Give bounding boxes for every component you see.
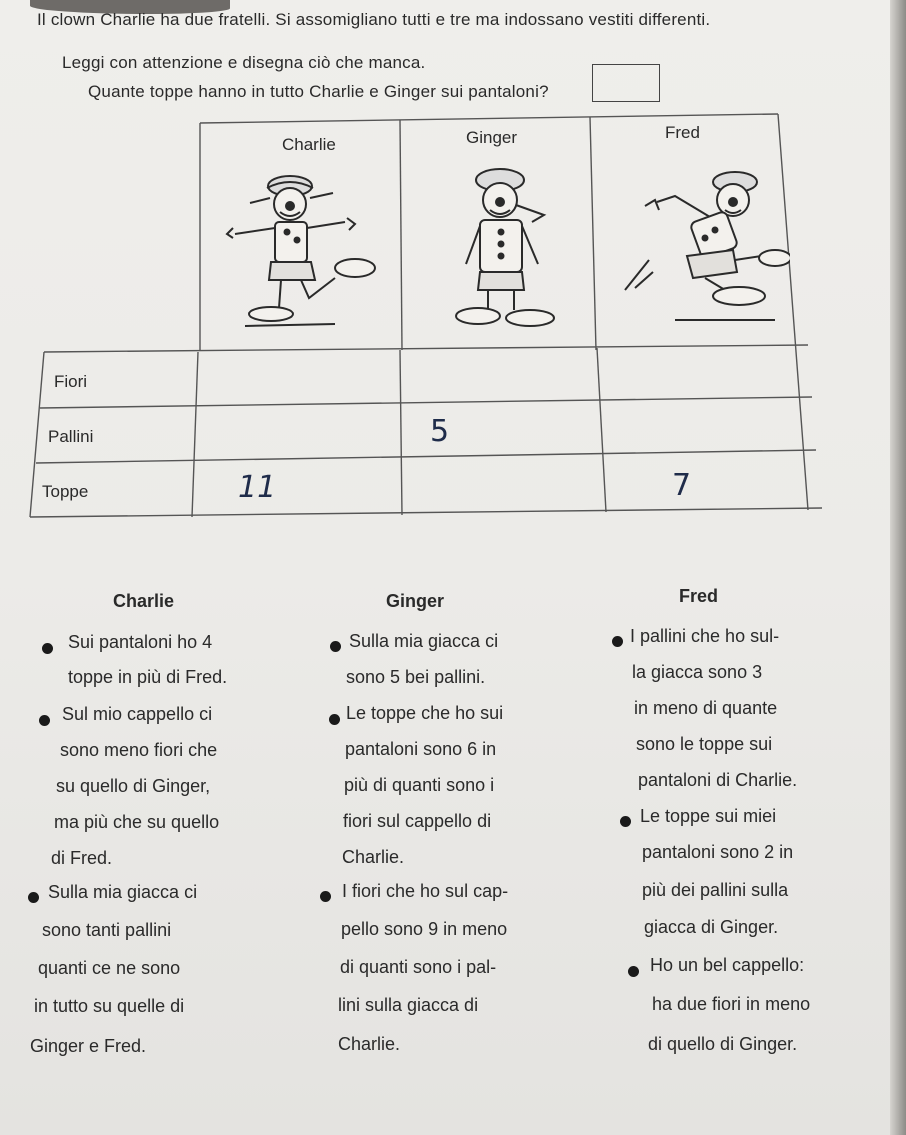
- answer-pallini-ginger: 5: [430, 414, 450, 449]
- clue-line: Ho un bel cappello:: [650, 955, 805, 975]
- answer-toppe-fred: 7: [672, 468, 692, 503]
- row-label-pallini: Pallini: [48, 427, 94, 446]
- clue-line: Ginger e Fred.: [30, 1036, 147, 1056]
- clue-line: pantaloni sono 6 in: [345, 739, 497, 759]
- clue-line: di quanti sono i pal-: [340, 957, 497, 977]
- question-line: Quante toppe hanno in tutto Charlie e Ginger sui pantaloni?: [88, 82, 549, 101]
- clue-line: più dei pallini sulla: [642, 880, 789, 900]
- clue-line: Charlie.: [338, 1034, 401, 1054]
- bullet: [42, 643, 53, 654]
- clue-line: Le toppe sui miei: [640, 806, 777, 826]
- clue-line: I fiori che ho sul cap-: [342, 881, 509, 901]
- clue-line: toppe in più di Fred.: [68, 667, 228, 687]
- clue-line: sono le toppe sui: [636, 734, 773, 754]
- answer-toppe-charlie: 11: [238, 470, 277, 505]
- intro-line-1: Il clown Charlie ha due fratelli. Si assomigliano tutti e tre ma indossano vestiti differenti.: [37, 10, 711, 29]
- header-charlie: Charlie: [282, 135, 336, 154]
- clue-line: Sul mio cappello ci: [62, 704, 213, 724]
- clown-charlie-drawing: [215, 168, 390, 340]
- clue-line: Charlie.: [342, 847, 405, 867]
- row-label-toppe: Toppe: [42, 482, 89, 501]
- clue-heading-charlie: Charlie: [113, 591, 175, 611]
- bullet: [39, 715, 50, 726]
- clue-line: lini sulla giacca di: [338, 995, 479, 1015]
- clue-line: in meno di quante: [634, 698, 778, 718]
- clue-line: su quello di Ginger,: [56, 776, 211, 796]
- clown-fred-drawing: [615, 160, 790, 335]
- clue-line: più di quanti sono i: [344, 775, 495, 795]
- row-label-fiori: Fiori: [54, 372, 88, 391]
- clue-line: giacca di Ginger.: [644, 917, 779, 937]
- clue-line: Sulla mia giacca ci: [349, 631, 499, 651]
- clue-line: I pallini che ho sul-: [630, 626, 780, 646]
- bullet: [330, 641, 341, 652]
- clue-line: in tutto su quelle di: [34, 996, 185, 1016]
- clue-line: di quello di Ginger.: [648, 1034, 798, 1054]
- clue-heading-ginger: Ginger: [386, 591, 445, 611]
- clue-line: ha due fiori in meno: [652, 994, 811, 1014]
- clue-line: ma più che su quello: [54, 812, 220, 832]
- clue-heading-fred: Fred: [679, 586, 719, 606]
- clue-line: sono tanti pallini: [42, 920, 172, 940]
- clue-line: la giacca sono 3: [632, 662, 763, 682]
- clue-line: Le toppe che ho sui: [346, 703, 504, 723]
- bullet: [28, 892, 39, 903]
- clue-line: sono 5 bei pallini.: [346, 667, 486, 687]
- clue-line: pantaloni sono 2 in: [642, 842, 794, 862]
- clue-line: fiori sul cappello di: [343, 811, 492, 831]
- bullet: [329, 714, 340, 725]
- clue-line: di Fred.: [51, 848, 113, 868]
- clue-line: pello sono 9 in meno: [341, 919, 508, 939]
- clue-line: Sulla mia giacca ci: [48, 882, 198, 902]
- bullet: [320, 891, 331, 902]
- clue-line: quanti ce ne sono: [38, 958, 181, 978]
- bullet: [620, 816, 631, 827]
- header-fred: Fred: [665, 123, 700, 142]
- bullet: [612, 636, 623, 647]
- clue-line: pantaloni di Charlie.: [638, 770, 798, 790]
- clown-ginger-drawing: [440, 160, 570, 335]
- header-ginger: Ginger: [466, 128, 518, 147]
- bullet: [628, 966, 639, 977]
- intro-line-2: Leggi con attenzione e disegna ciò che manca.: [62, 53, 426, 72]
- clue-line: Sui pantaloni ho 4: [68, 632, 213, 652]
- clue-line: sono meno fiori che: [60, 740, 218, 760]
